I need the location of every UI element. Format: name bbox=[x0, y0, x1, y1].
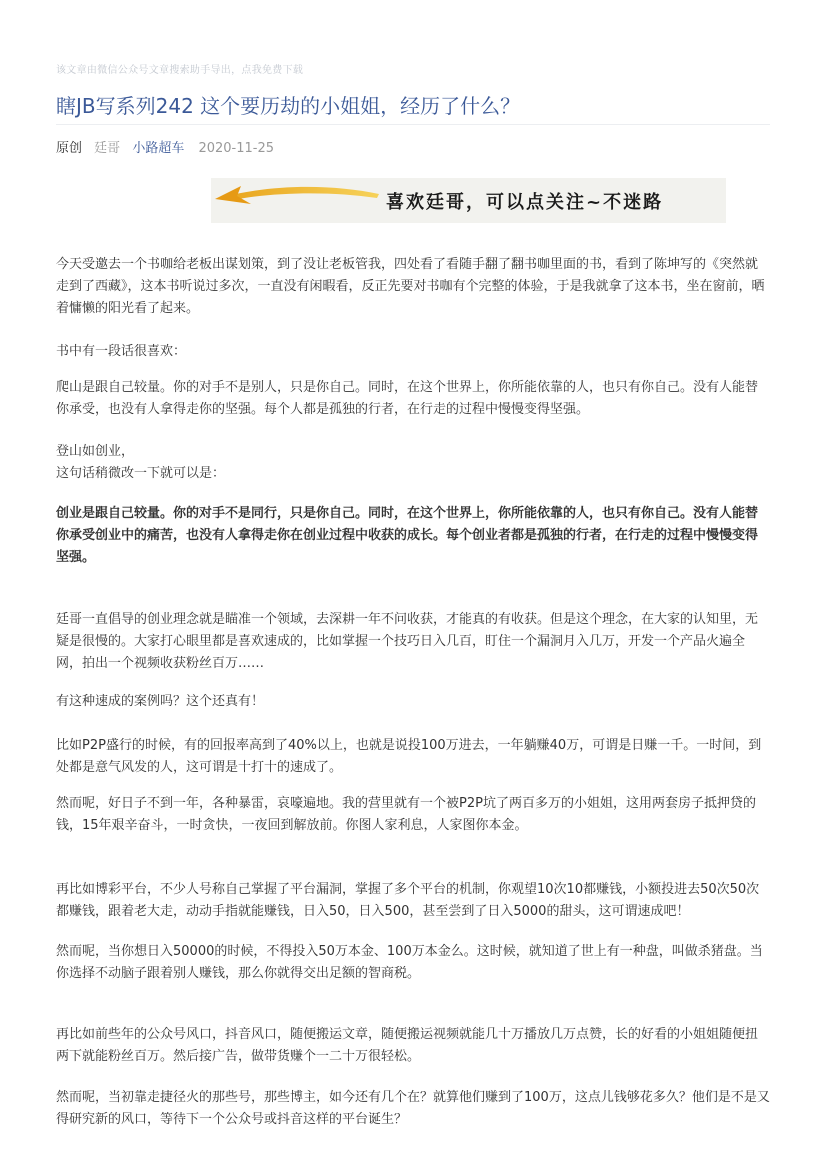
article-title: 瞎JB写系列242 这个要历劫的小姐姐，经历了什么？ bbox=[56, 94, 521, 118]
paragraph: 登山如创业， bbox=[56, 444, 135, 459]
title-divider bbox=[56, 124, 770, 125]
follow-banner-image bbox=[211, 178, 726, 223]
paragraph: 廷哥一直倡导的创业理念就是瞄准一个领域，去深耕一年不问收获，才能真的有收获。但是这个理念，在大家的认知里，无疑是很慢的。大家打心眼里都是喜欢速成的，比如掌握一个技巧日入几百，盯住一个漏洞月入几万，开发一个产品火遍全网，拍出一个视频收获粉丝百万…… bbox=[56, 612, 759, 671]
bold-paragraph: 创业是跟自己较量。你的对手不是同行，只是你自己。同时，在这个世界上，你所能依靠的人，也只有你自己。没有人能替你承受创业中的痛苦，也没有人拿得走你在创业过程中收获的成长。每个创业者都是孤独的行者，在行走的过程中慢慢变得坚强。 bbox=[56, 506, 759, 565]
paragraph: 有这种速成的案例吗？这个还真有！ bbox=[56, 694, 265, 709]
paragraph: 爬山是跟自己较量。你的对手不是别人，只是你自己。同时，在这个世界上，你所能依靠的人，也只有你自己。没有人能替你承受，也没有人拿得走你的坚强。每个人都是孤独的行者，在行走的过程中慢慢变得坚强。 bbox=[56, 380, 759, 417]
export-notice-link[interactable]: 该文章由微信公众号文章搜索助手导出，点我免费下载 bbox=[56, 65, 304, 76]
paragraph: 这句话稍微改一下就可以是： bbox=[56, 466, 226, 481]
paragraph: 今天受邀去一个书咖给老板出谋划策，到了没让老板管我，四处看了看随手翻了翻书咖里面的书，看到了陈坤写的《突然就走到了西藏》，这本书听说过多次，一直没有闲暇看，反正先要对书咖有个完整的体验，于是我就拿了这本书，坐在窗前，晒着慵懒的阳光看了起来。 bbox=[56, 257, 765, 316]
paragraph: 然而呢，好日子不到一年，各种暴雷，哀嚎遍地。我的营里就有一个被P2P坑了两百多万的小姐姐，这用两套房子抵押贷的钱，15年艰辛奋斗，一时贪快，一夜回到解放前。你图人家利息，人家图你本金。 bbox=[56, 796, 756, 833]
account-name-link[interactable]: 小路超车 bbox=[132, 141, 185, 156]
paragraph: 然而呢，当你想日入50000的时候，不得投入50万本金、100万本金么。这时候，就知道了世上有一种盘，叫做杀猪盘。当你选择不动脑子跟着别人赚钱，那么你就得交出足额的智商税。 bbox=[56, 944, 763, 981]
paragraph: 然而呢，当初靠走捷径火的那些号，那些博主，如今还有几个在？就算他们赚到了100万，这点儿钱够花多久？他们是不是又得研究新的风口，等待下一个公众号或抖音这样的平台诞生？ bbox=[56, 1090, 770, 1127]
paragraph: 比如P2P盛行的时候，有的回报率高到了40%以上，也就是说投100万进去，一年躺赚40万，可谓是日赚一千。一时间，到处都是意气风发的人，这可谓是十打十的速成了。 bbox=[56, 738, 762, 775]
author-name: 廷哥 bbox=[94, 141, 121, 156]
paragraph: 再比如前些年的公众号风口，抖音风口，随便搬运文章，随便搬运视频就能几十万播放几万点赞，长的好看的小姐姐随便扭两下就能粉丝百万。然后接广告，做带货赚个一二十万很轻松。 bbox=[56, 1027, 759, 1064]
publish-date: 2020-11-25 bbox=[198, 141, 275, 156]
paragraph: 书中有一段话很喜欢： bbox=[56, 344, 187, 359]
paragraph: 再比如博彩平台，不少人号称自己掌握了平台漏洞，掌握了多个平台的机制，你观望10次10都赚钱，小额投进去50次50次都赚钱，跟着老大走，动动手指就能赚钱，日入50，日入500，甚至尝到了日入5000的甜头，这可谓速成吧！ bbox=[56, 882, 760, 919]
article-meta bbox=[56, 140, 282, 158]
banner-text: 喜欢廷哥，可以点关注~不迷路 bbox=[386, 192, 664, 213]
original-tag: 原创 bbox=[56, 141, 83, 156]
